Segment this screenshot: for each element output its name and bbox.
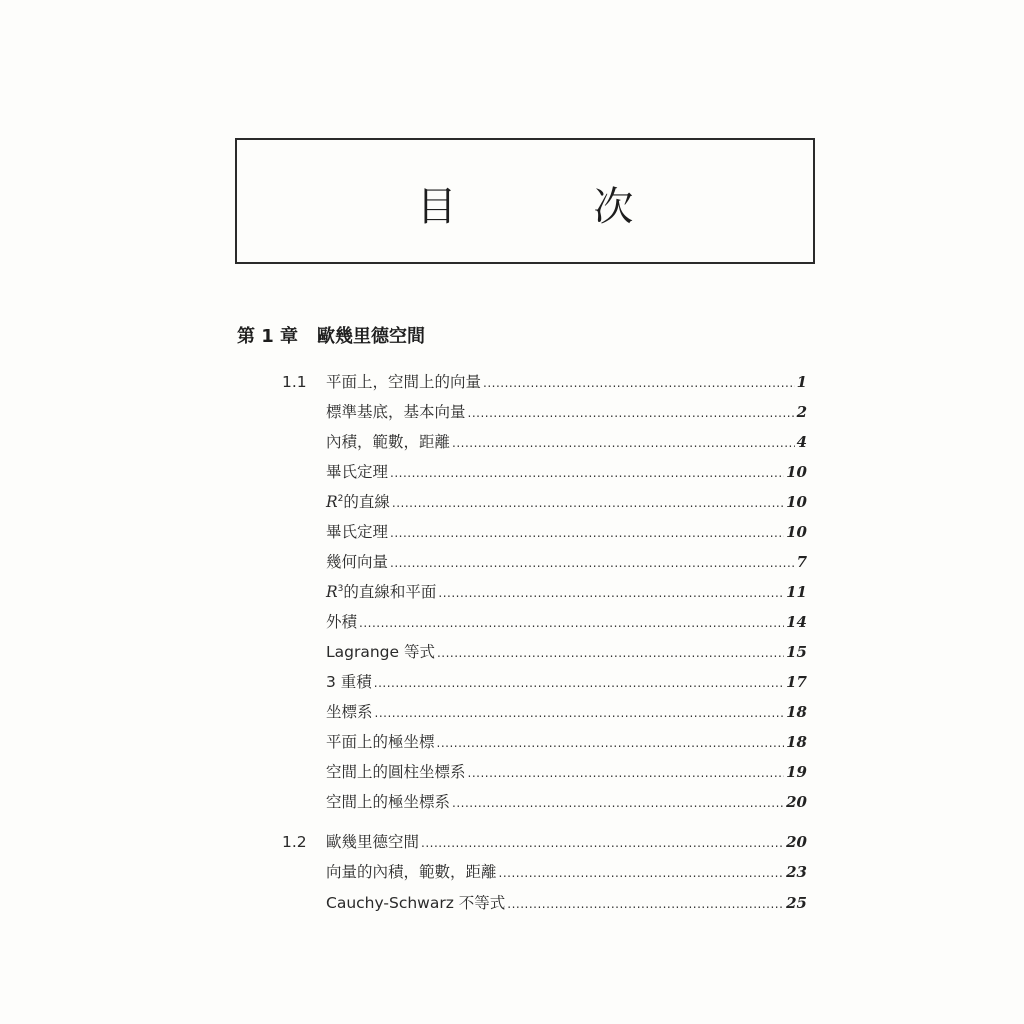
page-number: 1 — [796, 373, 807, 391]
entry-title: 平面上的極坐標 — [326, 733, 435, 751]
entry-title: 3 重積 — [326, 673, 372, 691]
section-number: 1.1 — [282, 373, 307, 391]
toc-entry[interactable] — [282, 610, 807, 634]
entry-title: 平面上，空間上的向量 — [326, 373, 482, 391]
entry-title: 向量的內積，範數，距離 — [326, 863, 497, 881]
entry-title — [326, 580, 436, 602]
page-number: 17 — [786, 673, 807, 691]
dot-leader — [437, 736, 785, 750]
entry-title: 內積，範數，距離 — [326, 433, 451, 451]
dot-leader — [437, 646, 784, 660]
toc-entry[interactable] — [282, 760, 807, 784]
dot-leader — [483, 376, 795, 390]
dot-leader — [392, 496, 784, 510]
toc-entry[interactable] — [282, 670, 807, 694]
page-number: 11 — [786, 583, 807, 601]
dot-leader — [375, 706, 785, 720]
toc-entry[interactable] — [282, 400, 807, 424]
chapter-number: 第 1 章 — [237, 326, 299, 347]
dot-leader — [359, 616, 784, 630]
page-title: 目 次 — [416, 183, 696, 230]
entry-title: 外積 — [326, 613, 358, 631]
page-number: 20 — [786, 793, 807, 811]
entry-title: 畢氏定理 — [326, 463, 389, 481]
toc-entry[interactable] — [282, 580, 807, 604]
page-number: 25 — [786, 894, 807, 912]
dot-leader — [499, 866, 785, 880]
dot-leader — [390, 526, 784, 540]
page-number: 23 — [786, 863, 807, 881]
chapter-title: 歐幾里德空間 — [317, 326, 425, 347]
toc-entry[interactable] — [282, 640, 807, 664]
page-number: 2 — [796, 403, 807, 421]
toc-entry[interactable] — [282, 520, 807, 544]
section-number: 1.2 — [282, 833, 307, 851]
dot-leader — [374, 676, 784, 690]
page-number: 14 — [786, 613, 807, 631]
math-variable: R — [326, 583, 338, 601]
toc-entry[interactable] — [282, 430, 807, 454]
entry-title: 畢氏定理 — [326, 523, 389, 541]
page-number: 10 — [786, 493, 807, 511]
toc-entry[interactable] — [282, 790, 807, 814]
page-number: 15 — [786, 643, 807, 661]
dot-leader — [507, 897, 784, 911]
dot-leader — [468, 766, 785, 780]
dot-leader — [390, 556, 795, 570]
dot-leader — [438, 586, 784, 600]
math-variable: R — [326, 493, 338, 511]
title-box — [235, 138, 815, 264]
toc-entry[interactable] — [282, 490, 807, 514]
entry-title: Cauchy-Schwarz 不等式 — [326, 894, 506, 912]
entry-title: 歐幾里德空間 — [326, 833, 420, 851]
entry-title: 空間上的圓柱坐標系 — [326, 763, 466, 781]
chapter-heading — [237, 322, 425, 348]
page-number: 10 — [786, 463, 807, 481]
toc-entry[interactable] — [282, 550, 807, 574]
entry-title: 幾何向量 — [326, 553, 389, 571]
toc-entry[interactable] — [282, 700, 807, 724]
page-number: 20 — [786, 833, 807, 851]
dot-leader — [468, 406, 795, 420]
entry-title — [326, 490, 390, 512]
dot-leader — [452, 796, 784, 810]
page-number: 7 — [796, 553, 807, 571]
entry-title-text: 的直線 — [343, 493, 390, 511]
page-number: 18 — [786, 703, 807, 721]
toc-entry[interactable] — [282, 891, 807, 915]
toc-entry[interactable] — [282, 860, 807, 884]
dot-leader — [452, 436, 795, 450]
entry-title: Lagrange 等式 — [326, 643, 435, 661]
toc-entry[interactable] — [282, 460, 807, 484]
toc-entry[interactable] — [282, 730, 807, 754]
page-number: 10 — [786, 523, 807, 541]
entry-title: 標準基底，基本向量 — [326, 403, 466, 421]
entry-title: 坐標系 — [326, 703, 373, 721]
toc-entry[interactable] — [282, 830, 807, 854]
math-superscript: 2 — [337, 493, 344, 504]
dot-leader — [390, 466, 784, 480]
entry-title-text: 的直線和平面 — [343, 583, 437, 601]
math-superscript: 3 — [337, 583, 344, 594]
entry-title: 空間上的極坐標系 — [326, 793, 451, 811]
dot-leader — [421, 836, 784, 850]
page-number: 19 — [786, 763, 807, 781]
page-number: 4 — [796, 433, 807, 451]
page-number: 18 — [786, 733, 807, 751]
toc-entry[interactable] — [282, 370, 807, 394]
